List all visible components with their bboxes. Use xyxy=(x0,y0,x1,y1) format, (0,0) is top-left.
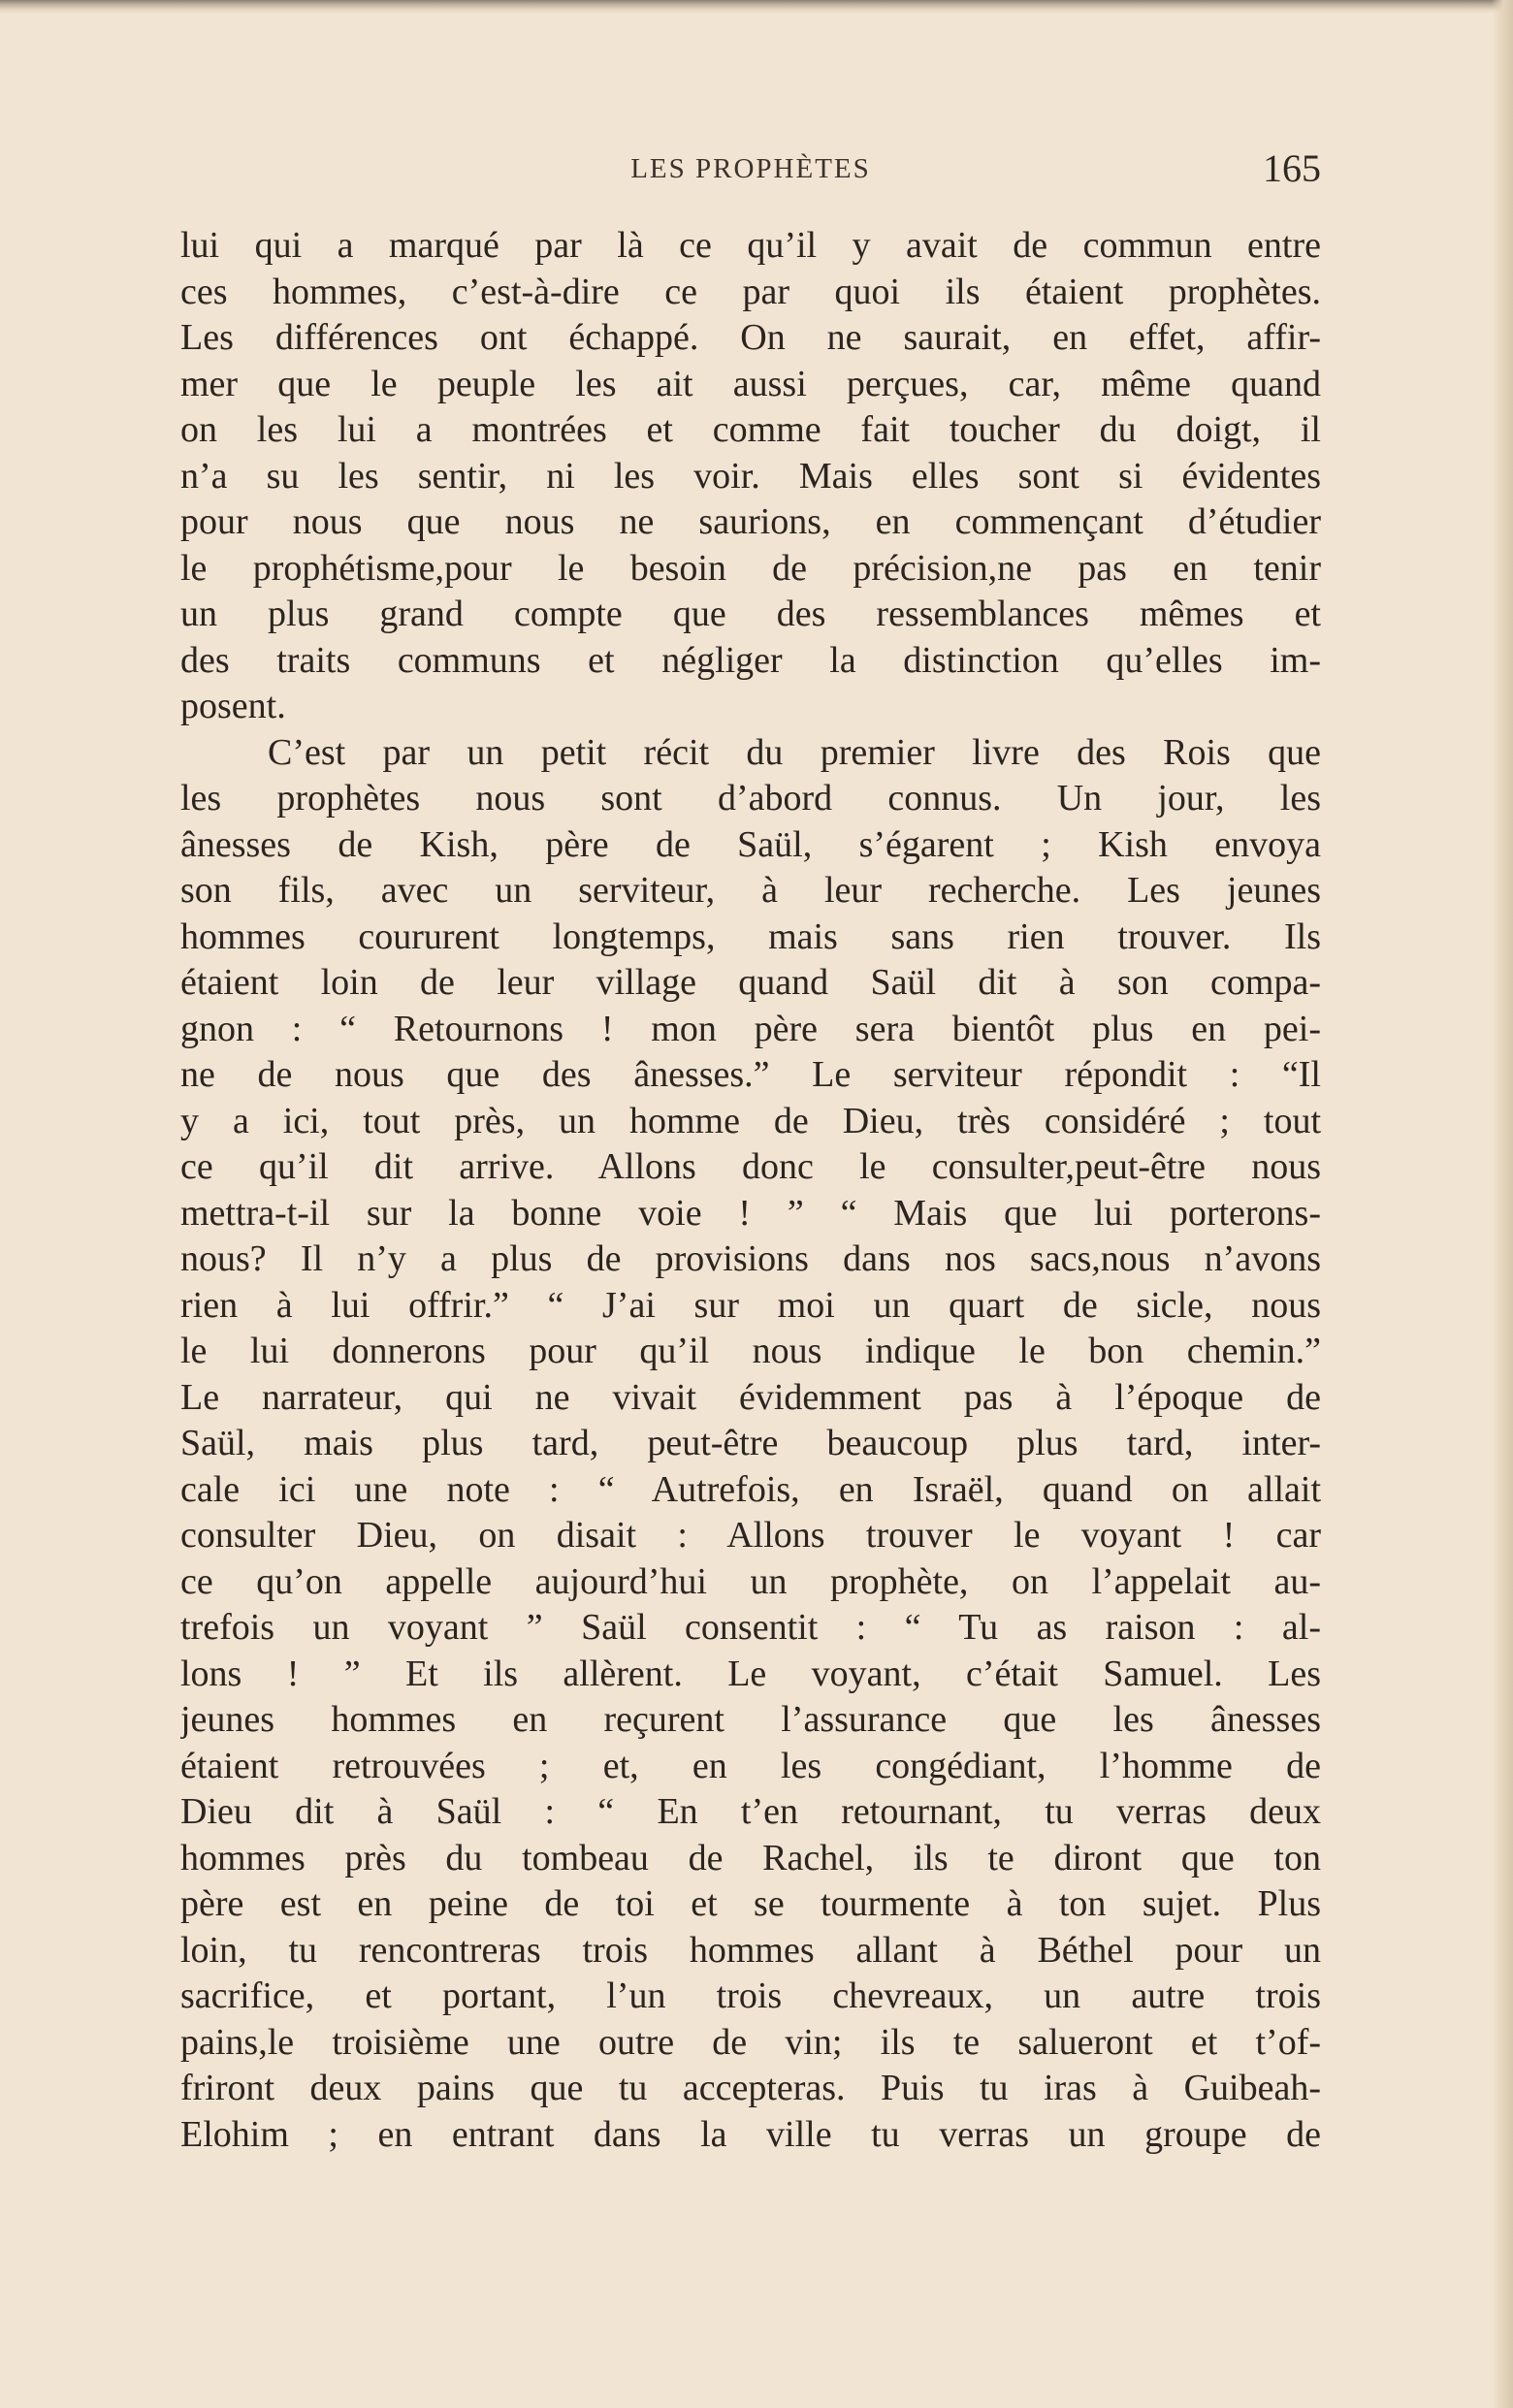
text-line: gnon : “ Retournons ! mon père sera bientôt plus en pei- xyxy=(180,1008,1321,1049)
text-line: lui qui a marqué par là ce qu’il y avait de commun entre xyxy=(180,225,1321,266)
text-line: hommes près du tombeau de Rachel, ils te diront que ton xyxy=(180,1837,1321,1878)
running-head: LES PROPHÈTES xyxy=(630,153,871,184)
text-line: cale ici une note : “ Autrefois, en Israël, quand on allait xyxy=(180,1468,1321,1510)
paragraph-1 xyxy=(180,223,1321,730)
text-line: des traits communs et négliger la distinction qu’elles im- xyxy=(180,639,1321,681)
text-line: pains,le troisième une outre de vin; ils te salueront et t’of- xyxy=(180,2021,1321,2063)
page-header xyxy=(180,145,1321,194)
text-line: ânesses de Kish, père de Saül, s’égarent ; Kish envoya xyxy=(180,823,1321,865)
page-number: 165 xyxy=(1263,146,1321,190)
text-line: Le narrateur, qui ne vivait évidemment pas à l’époque de xyxy=(180,1376,1321,1418)
text-line: Les différences ont échappé. On ne saurait, en effet, affir- xyxy=(180,317,1321,358)
text-line: hommes coururent longtemps, mais sans rien trouver. Ils xyxy=(180,915,1321,957)
text-line: ce qu’on appelle aujourd’hui un prophète, on l’appelait au- xyxy=(180,1560,1321,1602)
page-right-edge xyxy=(1492,0,1513,2408)
text-line: posent. xyxy=(180,686,286,726)
text-line: les prophètes nous sont d’abord connus. Un jour, les xyxy=(180,778,1321,819)
text-line: friront deux pains que tu accepteras. Puis tu iras à Guibeah- xyxy=(180,2068,1321,2108)
text-line: mer que le peuple les ait aussi perçues, car, même quand xyxy=(180,363,1321,404)
text-line: son fils, avec un serviteur, à leur recherche. Les jeunes xyxy=(180,870,1321,911)
text-line: Elohim ; en entrant dans la ville tu verras un groupe de xyxy=(180,2113,1321,2155)
text-body xyxy=(180,223,1321,2163)
text-line: C’est par un petit récit du premier livre des Rois que xyxy=(268,731,1321,773)
text-line: pour nous que nous ne saurions, en commençant d’étudier xyxy=(180,501,1321,542)
text-line: trefois un voyant ” Saül consentit : “ Tu as raison : al- xyxy=(180,1607,1321,1648)
text-line: sacrifice, et portant, l’un trois chevreaux, un autre trois xyxy=(180,1975,1321,2016)
text-line: rien à lui offrir.” “ J’ai sur moi un quart de sicle, nous xyxy=(180,1284,1321,1326)
text-line: un plus grand compte que des ressemblances mêmes et xyxy=(180,594,1321,634)
page-top-edge xyxy=(0,0,1513,14)
text-line: ce qu’il dit arrive. Allons donc le consulter,peut-être nous xyxy=(180,1146,1321,1187)
text-line: nous? Il n’y a plus de provisions dans nos sacs,nous n’avons xyxy=(180,1238,1321,1279)
text-line: mettra-t-il sur la bonne voie ! ” “ Mais que lui porterons- xyxy=(180,1192,1321,1234)
text-line: le lui donnerons pour qu’il nous indique le bon chemin.” xyxy=(180,1331,1321,1371)
text-line: Saül, mais plus tard, peut-être beaucoup plus tard, inter- xyxy=(180,1423,1321,1463)
text-line: jeunes hommes en reçurent l’assurance que les ânesses xyxy=(180,1699,1321,1740)
paragraph-2 xyxy=(180,730,1321,2159)
text-line: y a ici, tout près, un homme de Dieu, très considéré ; tout xyxy=(180,1100,1321,1141)
text-line: père est en peine de toi et se tourmente à ton sujet. Plus xyxy=(180,1883,1321,1924)
text-line: étaient retrouvées ; et, en les congédiant, l’homme de xyxy=(180,1745,1321,1786)
text-line: on les lui a montrées et comme fait toucher du doigt, il xyxy=(180,409,1321,450)
text-line: le prophétisme,pour le besoin de précision,ne pas en tenir xyxy=(180,547,1321,589)
text-line: ces hommes, c’est-à-dire ce par quoi ils étaient prophètes. xyxy=(180,271,1321,312)
text-line: ne de nous que des ânesses.” Le serviteur répondit : “Il xyxy=(180,1054,1321,1095)
text-line: n’a su les sentir, ni les voir. Mais elles sont si évidentes xyxy=(180,455,1321,497)
text-line: lons ! ” Et ils allèrent. Le voyant, c’était Samuel. Les xyxy=(180,1653,1321,1694)
text-line: Dieu dit à Saül : “ En t’en retournant, tu verras deux xyxy=(180,1791,1321,1832)
text-line: loin, tu rencontreras trois hommes allant à Béthel pour un xyxy=(180,1929,1321,1971)
text-line: consulter Dieu, on disait : Allons trouver le voyant ! car xyxy=(180,1515,1321,1556)
text-line: étaient loin de leur village quand Saül dit à son compa- xyxy=(180,962,1321,1003)
